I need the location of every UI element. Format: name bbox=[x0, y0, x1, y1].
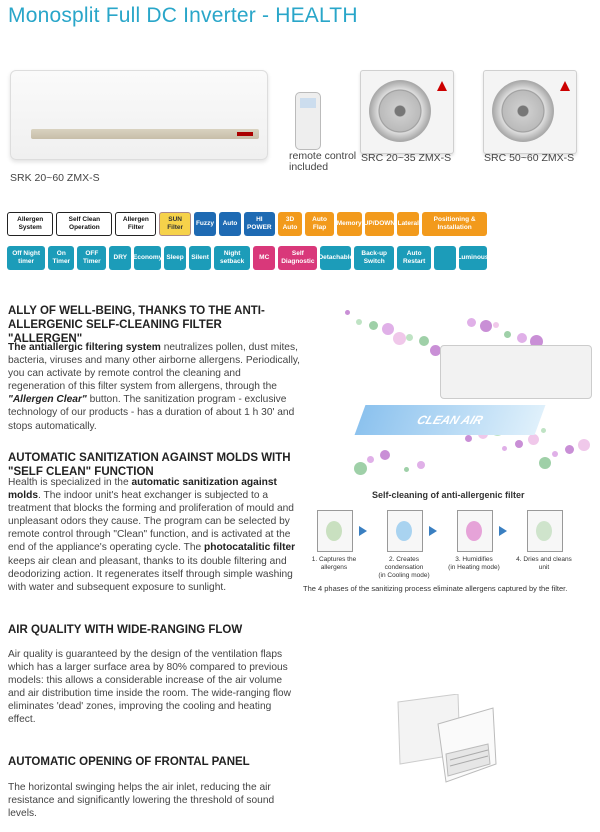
remote-caption: remote control included bbox=[289, 150, 357, 173]
feature-badge: Luminous bbox=[459, 246, 487, 270]
feature-badge: Positioning & Installation bbox=[422, 212, 487, 236]
allergen-particle bbox=[517, 333, 527, 343]
self-clean-caption: The 4 phases of the sanitizing process eliminate allergens captured by the filter. bbox=[303, 584, 568, 593]
feature-badge: Memory bbox=[337, 212, 362, 236]
feature-badges-row-1 bbox=[7, 212, 487, 236]
self-clean-steps bbox=[305, 510, 590, 580]
allergen-particle bbox=[419, 336, 429, 346]
allergen-particle bbox=[515, 440, 523, 448]
section-allergen-heading: ALLY OF WELL-BEING, THANKS TO THE ANTI-ALLERGENIC SELF-CLEANING FILTER "ALLERGEN" bbox=[8, 305, 265, 345]
feature-badge: Self Clean Operation bbox=[56, 212, 112, 236]
outdoor-unit-large-caption: SRC 50~60 ZMX-S bbox=[484, 152, 575, 164]
section-frontal-panel-body: The horizontal swinging helps the air inlet, reducing the air resistance and significantly lowering the threshold of sound levels. bbox=[8, 782, 275, 820]
allergen-particle bbox=[541, 428, 546, 433]
allergen-particle bbox=[465, 435, 472, 442]
allergen-particle bbox=[480, 320, 492, 332]
allergen-particle bbox=[404, 467, 409, 472]
self-clean-step-label: 4. Dries and cleans unit bbox=[516, 556, 572, 571]
frontal-panel-illustration bbox=[388, 694, 498, 789]
allergen-particle bbox=[380, 450, 390, 460]
step-arrow-icon bbox=[499, 526, 507, 536]
feature-badge: Silent bbox=[189, 246, 211, 270]
self-clean-title: Self-cleaning of anti-allergenic filter bbox=[372, 490, 525, 500]
feature-badge: Auto Restart bbox=[397, 246, 431, 270]
self-clean-step-image bbox=[317, 510, 353, 552]
feature-badge: Night setback bbox=[214, 246, 250, 270]
feature-badge: DRY bbox=[109, 246, 131, 270]
allergen-particle bbox=[467, 318, 476, 327]
feature-badge bbox=[434, 246, 456, 270]
allergen-particle bbox=[345, 310, 350, 315]
feature-badge: Lateral bbox=[397, 212, 419, 236]
allergen-particle bbox=[406, 334, 413, 341]
feature-badge: OFF Timer bbox=[77, 246, 106, 270]
feature-badge: MC bbox=[253, 246, 275, 270]
allergen-particle bbox=[369, 321, 378, 330]
feature-badge: Allergen System bbox=[7, 212, 53, 236]
feature-badges-row-2 bbox=[7, 246, 487, 270]
section-self-clean-body: Health is specialized in the automatic sanitization against molds. The indoor unit's heat exchanger is subjected to a treatment that blocks the forming and proliferation of mould and unpleasant odors they cause. The program can be selected by remote control through "Clean" function, and is activated at the end of the appliance's operating cycle. The photocatalitic filter keeps air clean and pleasant, thanks to its double filtering and deodorizing action. It regenerates itself through simple washing with water and subsequent exposure to sunlight. bbox=[8, 477, 296, 593]
allergen-particle bbox=[502, 446, 507, 451]
feature-badge: Fuzzy bbox=[194, 212, 216, 236]
feature-badge: Self Diagnostic bbox=[278, 246, 317, 270]
section-air-quality-heading: AIR QUALITY WITH WIDE-RANGING FLOW bbox=[8, 624, 243, 636]
section-self-clean-heading: AUTOMATIC SANITIZATION AGAINST MOLDS WITH "SELF CLEAN" FUNCTION bbox=[8, 452, 291, 478]
self-clean-step-image bbox=[527, 510, 563, 552]
allergen-particle bbox=[393, 332, 406, 345]
allergen-particle bbox=[539, 457, 551, 469]
outdoor-unit-small-caption: SRC 20~35 ZMX-S bbox=[361, 152, 452, 164]
outdoor-unit-small-image bbox=[360, 70, 454, 154]
self-clean-step-label: 3. Humidifies (in Heating mode) bbox=[448, 556, 500, 571]
allergen-particle bbox=[356, 319, 362, 325]
allergen-particle bbox=[367, 456, 374, 463]
feature-badge: Back-up Switch bbox=[354, 246, 394, 270]
step-arrow-icon bbox=[359, 526, 367, 536]
allergen-particle bbox=[578, 439, 590, 451]
allergen-particle bbox=[552, 451, 558, 457]
feature-badge: 3D Auto bbox=[278, 212, 303, 236]
indoor-unit-caption: SRK 20~60 ZMX-S bbox=[10, 172, 100, 184]
self-clean-step-label: 2. Creates condensation (in Cooling mode) bbox=[378, 556, 430, 579]
allergen-particle bbox=[354, 462, 367, 475]
feature-badge: Allergen Filter bbox=[115, 212, 156, 236]
section-frontal-panel-heading: AUTOMATIC OPENING OF FRONTAL PANEL bbox=[8, 756, 250, 768]
feature-badge: Off Night timer bbox=[7, 246, 45, 270]
step-arrow-icon bbox=[429, 526, 437, 536]
feature-badge: Economy bbox=[134, 246, 161, 270]
feature-badge: HI POWER bbox=[244, 212, 275, 236]
allergen-particle bbox=[528, 434, 539, 445]
section-air-quality-body: Air quality is guaranteed by the design of the ventilation flaps which has a larger surface area by 80% compared to previous models: this allows a considerable increase of the air volume and air distribution time inside the room. The wide-ranging flow eliminates 'dead' zones, improving the cooling and heating effect. bbox=[8, 649, 291, 726]
indoor-unit-illustration bbox=[440, 345, 592, 399]
feature-badge: SUN Filter bbox=[159, 212, 191, 236]
section-allergen-body: The antiallergic filtering system neutralizes pollen, dust mites, bacteria, viruses and many other airborne allergens. Periodically, you can activate by remote control the cleaning and regeneration of this filter system from allergens, through the "Allergen Clear" button. The sanitization program - exclusive technology of our products - has a duration of about 1 h 30' and stops automatically. bbox=[8, 342, 300, 432]
self-clean-step-label: 1. Captures the allergens bbox=[311, 556, 357, 571]
self-clean-step-image bbox=[457, 510, 493, 552]
feature-badge: UP/DOWN bbox=[365, 212, 395, 236]
feature-badge: Auto Flap bbox=[305, 212, 334, 236]
remote-control-image bbox=[295, 92, 321, 150]
allergen-particle bbox=[382, 323, 394, 335]
allergen-particle bbox=[504, 331, 511, 338]
feature-badge: Sleep bbox=[164, 246, 186, 270]
page-title: Monosplit Full DC Inverter - HEALTH bbox=[8, 4, 358, 27]
clean-air-label: CLEAN AIR bbox=[355, 405, 546, 435]
self-clean-step-image bbox=[387, 510, 423, 552]
allergen-particle bbox=[565, 445, 574, 454]
allergen-particle bbox=[493, 322, 499, 328]
indoor-unit-image bbox=[10, 70, 268, 160]
feature-badge: Auto bbox=[219, 212, 241, 236]
outdoor-unit-large-image bbox=[483, 70, 577, 154]
feature-badge: Detachable bbox=[320, 246, 351, 270]
feature-badge: On Timer bbox=[48, 246, 74, 270]
allergen-particle bbox=[417, 461, 425, 469]
